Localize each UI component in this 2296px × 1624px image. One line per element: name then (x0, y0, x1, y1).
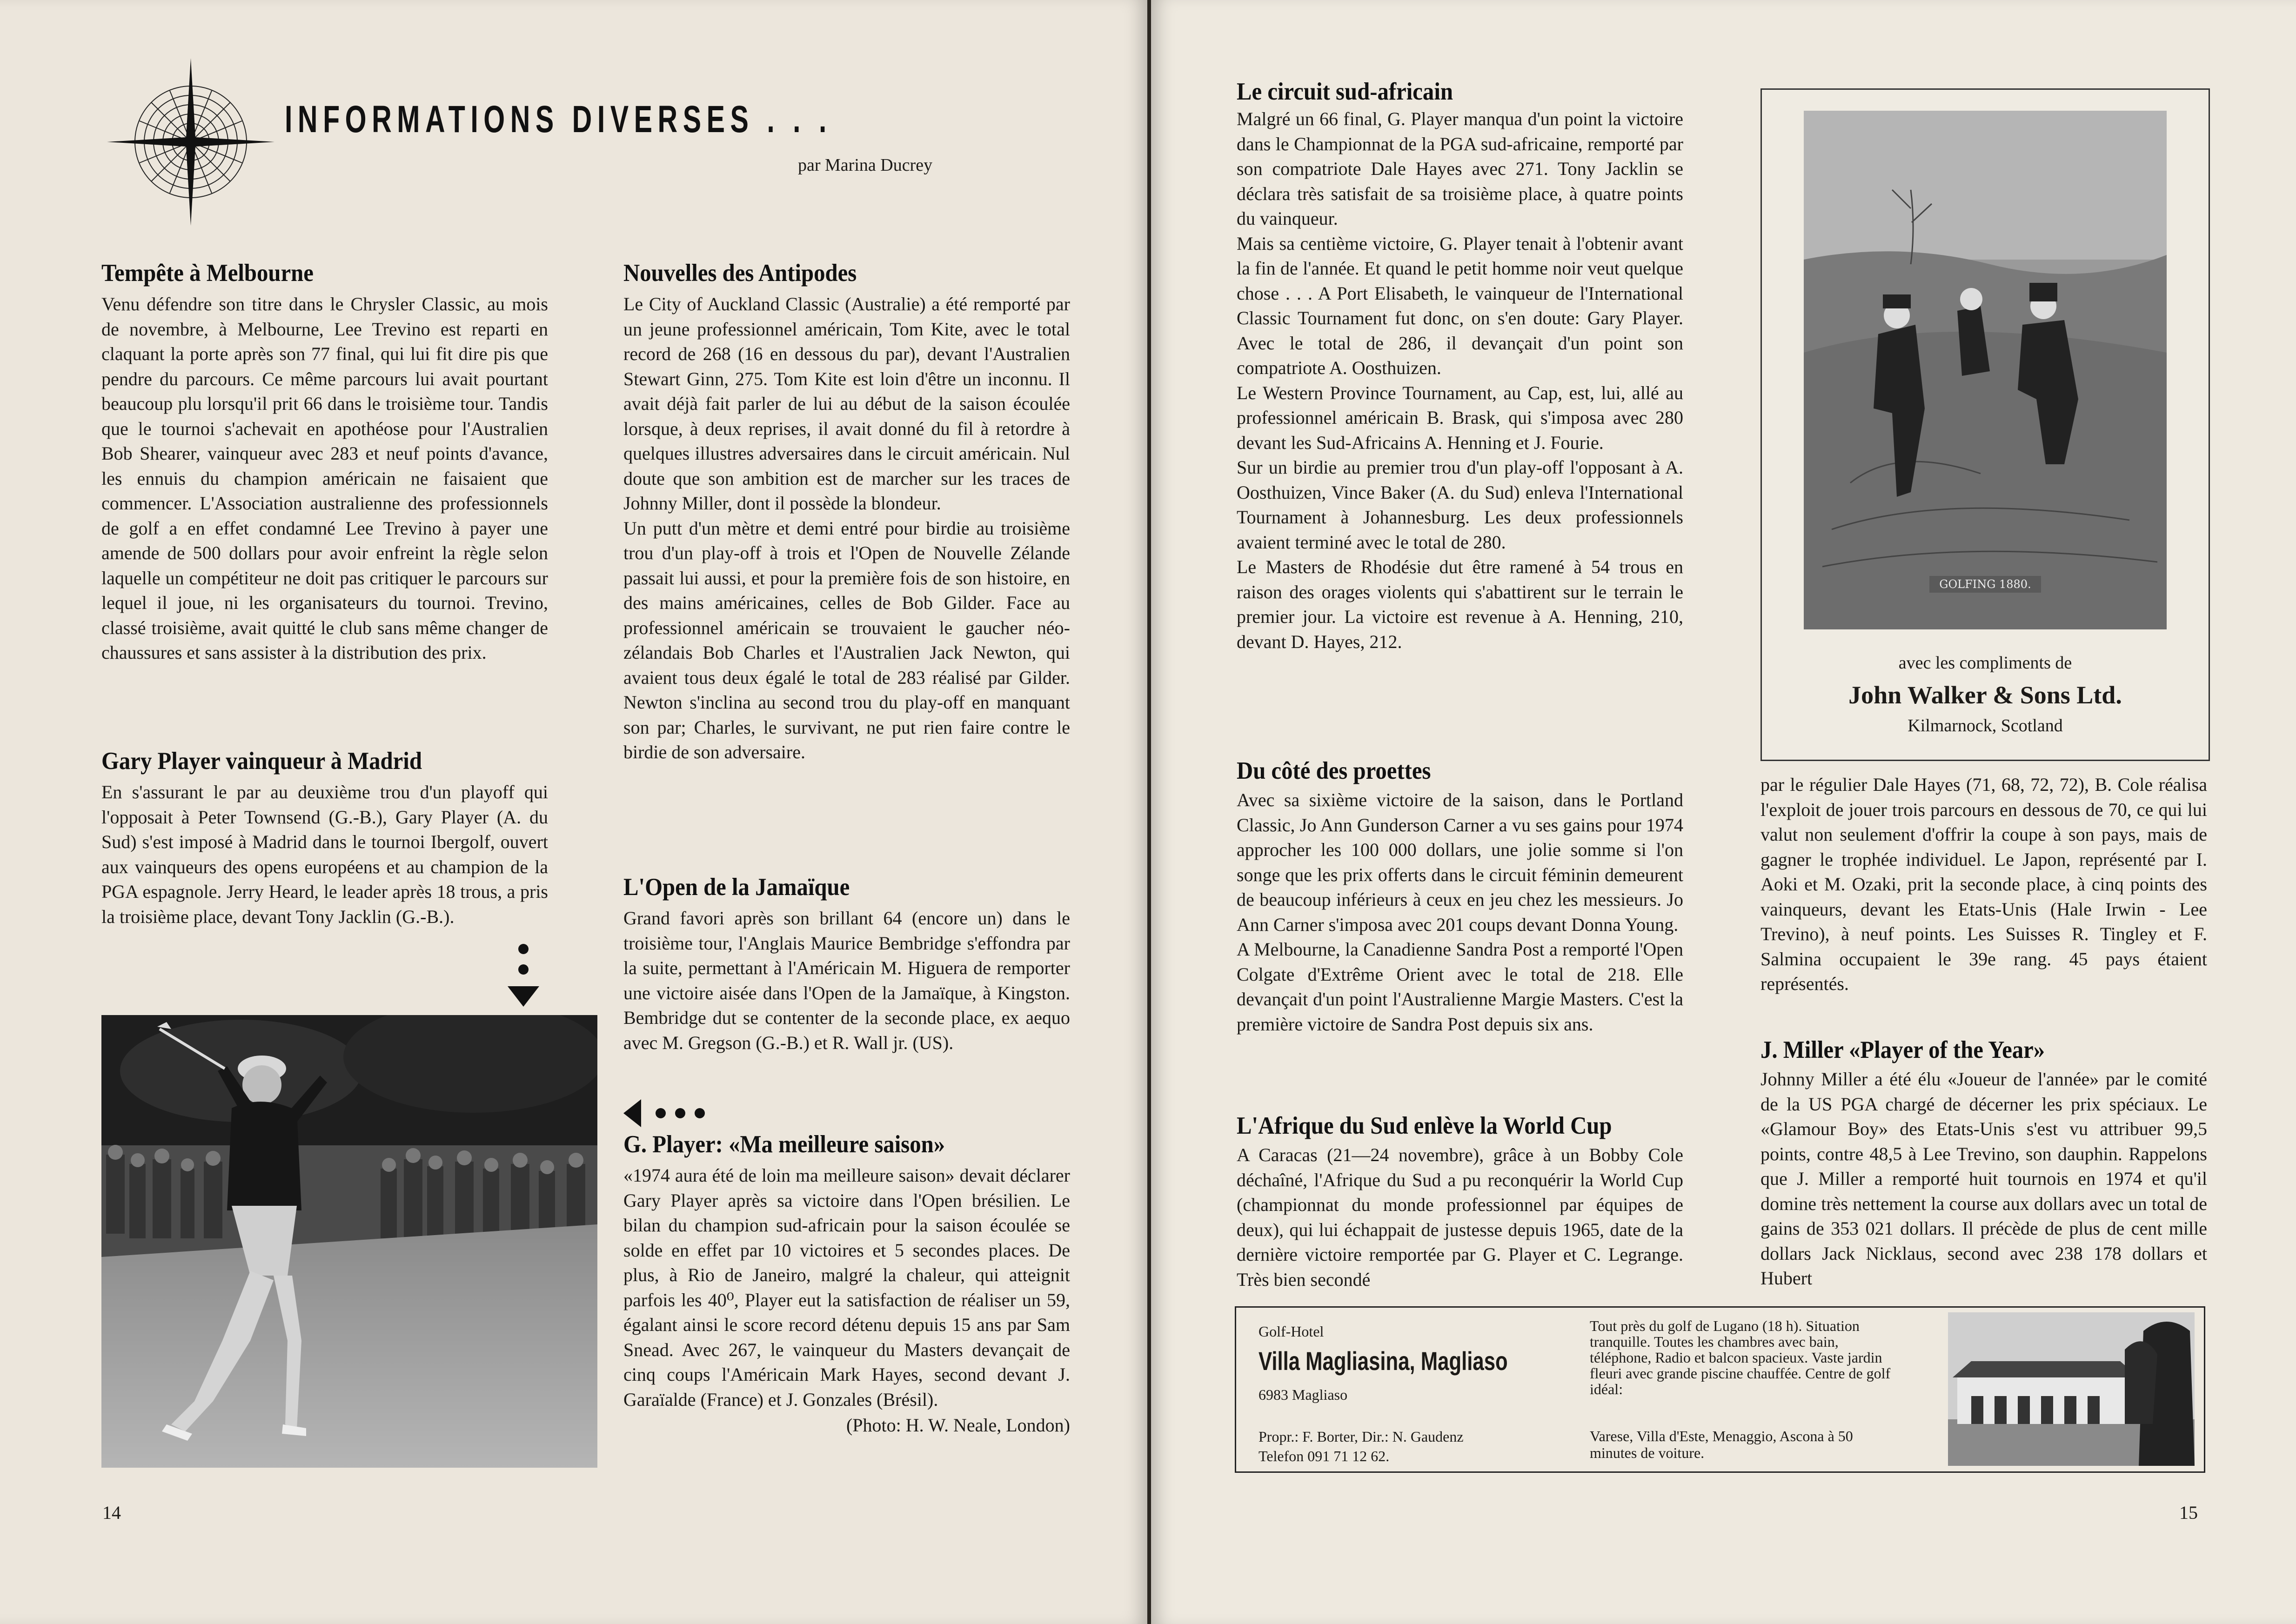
article-tempete-melbourne (101, 258, 548, 665)
hotel-photo (1948, 1312, 2195, 1466)
article-antipodes (623, 258, 1070, 765)
article-paragraph: Mais sa centième victoire, G. Player tenait à l'obtenir avant la fin de l'année. Et quand le petit homme noir veut quelque chose . . . A Port Elisabeth, le vainqueur de l'International Classic Tournament fut donc, on s'en doute: Gary Player. Avec le total de 286, il devançait d'un point son compatriote A. Oosthuizen. (1237, 233, 1683, 378)
article-open-jamaique (623, 872, 1070, 1055)
article-proettes (1237, 756, 1683, 1036)
hotel-description: Tout près du golf de Lugano (18 h). Situation tranquille. Toutes les chambres avec bain, téléphone, Radio et balcon spacieux. Vaste jardin fleuri avec grande piscine chauffée. Centre de golf idéal: (1590, 1317, 1891, 1397)
engraving-caption: GOLFING 1880. (1939, 578, 2031, 591)
article-miller-player-of-year (1760, 1035, 2207, 1291)
article-paragraph: Le Masters de Rhodésie dut être ramené à 54 trous en raison des orages violents qui s'abattirent sur le terrain le premier jour. La victoire est revenue à A. Henning, 210, devant D. Hayes, 212. (1237, 556, 1683, 652)
article-heading: Tempête à Melbourne (101, 260, 314, 287)
arrow-down-icon (505, 941, 542, 1010)
article-heading: J. Miller «Player of the Year» (1760, 1036, 2045, 1063)
golfer-photo (101, 1015, 597, 1468)
hotel-proprietors: Propr.: F. Borter, Dir.: N. Gaudenz (1258, 1428, 1464, 1445)
hotel-nearby: Varese, Villa d'Este, Menaggio, Ascona à 50 minutes de voiture. (1590, 1428, 1853, 1461)
article-paragraph: Malgré un 66 final, G. Player manqua d'un point la victoire dans le Championnat de la PGA sud-africaine, remporté par son compatriote Dale Hayes avec 271. Tony Jacklin se déclara très satisfait de sa troisième place, à quatre points du vainqueur. (1237, 108, 1683, 229)
sponsor-box (1760, 88, 2210, 761)
article-world-cup (1237, 1111, 1683, 1292)
article-heading: L'Open de la Jamaïque (623, 874, 850, 901)
article-paragraph: Le City of Auckland Classic (Australie) a été remporté par un jeune professionnel américain, Tom Kite, avec le total record de 268 (16 en dessous du par), devant l'Australien Stewart Ginn, 275. Tom Kite est loin d'être un inconnu. Il avait déjà fait parler de lui au début de la saison écoulée lorsque, à deux reprises, il avait donné du fil à retordre à quelques illustres adversaires dans le circuit américain. Nul doute que son ambition est de marcher sur les traces de Johnny Miller, dont il possède la blondeur. (623, 294, 1070, 514)
right-page (1151, 0, 2296, 1624)
article-heading: Le circuit sud-africain (1237, 78, 1453, 105)
article-player-madrid (101, 746, 548, 929)
sponsor-company: John Walker & Sons Ltd. (1848, 681, 2122, 709)
article-paragraph: A Melbourne, la Canadienne Sandra Post a remporté l'Open Colgate d'Extrême Orient avec le total de 218. Elle devançait d'un point l'Australienne Margie Masters. C'est la première victoire de Sandra Post depuis six ans. (1237, 939, 1683, 1035)
article-body: par le régulier Dale Hayes (71, 68, 72, 72), B. Cole réalisa l'exploit de jouer trois parcours en dessous de 70, ce qui lui valut non seulement d'offrir la coupe à son pays, mais de gagner le trophée individuel. Le Japon, représenté par I. Aoki et M. Ozaki, prit la seconde place, à cinq points des vainqueurs, devant les Etats-Unis (Hale Irwin - Lee Trevino), à neuf points. Les Suisses R. Tingley et F. Salmina occupaient le 39e rang. 45 pays étaient représentés. (1760, 774, 2207, 994)
left-page (0, 0, 1147, 1624)
article-body: Venu défendre son titre dans le Chrysler Classic, au mois de novembre, à Melbourne, Lee Trevino est reparti en claquant la porte après son 77 final, qui lui fit dire pis que pendre du parcours. Ce même parcours lui avait pourtant beaucoup plu lorsqu'il prit 66 dans le troisième tour. Tandis que le tournoi s'achevait en apothéose pour l'Australien Bob Shearer, vainqueur avec 283 et neuf points d'avance, les ennuis du champion américain ne faisaient que commencer. L'Association australienne des professionnels de golf a en effet condamné Lee Trevino à payer une amende de 500 dollars pour avoir enfreint la règle selon laquelle un compétiteur ne doit pas critiquer le parcours sur lequel il joue, ni les organisateurs du tournoi. Trevino, classé troisième, avait quitté le club sans même changer de chaussures et sans assister à la distribution des prix. (101, 294, 548, 663)
article-body: En s'assurant le par au deuxième trou d'un playoff qui l'opposait à Peter Townsend (G.-B.), Gary Player (A. du Sud) s'est imposé à Madrid dans le tournoi Ibergolf, ouvert aux vainqueurs des opens européens et au champion de la PGA espagnole. Jerry Heard, le leader après 18 trous, a pris la troisième place, devant Tony Jacklin (G.-B.). (101, 782, 548, 927)
hotel-label: Golf-Hotel (1258, 1323, 1324, 1340)
article-paragraph: Le Western Province Tournament, au Cap, est, lui, allé au professionnel américain B. Brask, qui s'imposa avec 280 devant les Sud-Africains A. Henning et J. Fourie. (1237, 382, 1683, 453)
article-body: A Caracas (21—24 novembre), grâce à un Bobby Cole déchaîné, l'Afrique du Sud a pu reconquérir la World Cup (championnat du monde professionnel par équipes de deux), qui lui échappait de justesse depuis 1965, date de la dernière victoire remportée par G. Player et C. Legrange. Très bien secondé (1237, 1144, 1683, 1290)
hotel-postcode: 6983 Magliaso (1258, 1386, 1348, 1403)
article-body: Johnny Miller a été élu «Joueur de l'année» par le comité de la US PGA chargé de décerner les prix spéciaux. Le «Glamour Boy» des Etats-Unis s'est vu attribuer 99,5 points, contre 48,5 à Lee Trevino, son dauphin. Rappelons que J. Miller a remporté huit tournois en 1974 et qu'il domine très nettement la course aux dollars avec un total de gains de 353 021 dollars. Il précède de plus de cent mille dollars Jack Nicklaus, second avec 238 178 dollars et Hubert (1760, 1069, 2207, 1289)
article-body: Grand favori après son brillant 64 (encore un) dans le troisième tour, l'Anglais Maurice Bembridge s'effondra par la suite, permettant à l'Américain M. Higuera de remporter une victoire aisée dans l'Open de la Jamaïque, à Kingston. Bembridge dut se contenter de la seconde place, ex aequo avec M. Gregson (G.-B.) et R. Wall jr. (US). (623, 908, 1070, 1053)
byline: par Marina Ducrey (798, 155, 933, 175)
article-heading: Gary Player vainqueur à Madrid (101, 748, 422, 775)
golf-engraving (1804, 111, 2167, 629)
hotel-ad (1235, 1306, 2205, 1473)
article-circuit-sud-africain (1237, 77, 1683, 654)
article-heading: L'Afrique du Sud enlève la World Cup (1237, 1112, 1612, 1139)
arrow-left-icon (623, 1097, 721, 1129)
article-body: «1974 aura été de loin ma meilleure saison» devait déclarer Gary Player après sa victoire dans l'Open brésilien. Le bilan du champion sud-africain pour la saison écoulée se solde en effet par 10 victoires et 5 secondes places. De plus, à Rio de Janeiro, malgré la chaleur, qui atteignit parfois les 40⁰, Player eut la satisfaction de réaliser un 59, égalant ainsi le score record détenu depuis 15 ans par Sam Snead. Avec 267, le vainqueur du Masters devançait de cinq coups l'Américain Mark Hayes, second devant J. Garaïalde (France) et J. Gonzales (Brésil). (623, 1165, 1070, 1410)
compliments-text: avec les compliments de (1898, 653, 2072, 673)
article-paragraph: Avec sa sixième victoire de la saison, dans le Portland Classic, Jo Ann Gunderson Carner a vu ses gains pour 1974 approcher les 100 000 dollars, une jolie somme si l'on songe que les prix offerts dans le circuit féminin demeurent de beaucoup inférieurs à ceux en jeu chez les messieurs. Jo Ann Carner s'imposa avec 201 coups devant Donna Young. (1237, 789, 1683, 935)
hotel-phone: Telefon 091 71 12 62. (1258, 1448, 1390, 1464)
article-player-saison (623, 1129, 1070, 1438)
article-heading: Nouvelles des Antipodes (623, 260, 857, 287)
article-heading: G. Player: «Ma meilleure saison» (623, 1131, 945, 1158)
article-world-cup-continued (1760, 772, 2207, 996)
compass-rose-icon (105, 56, 277, 228)
hotel-name: Villa Magliasina, Magliaso (1258, 1346, 1508, 1376)
article-paragraph: Un putt d'un mètre et demi entré pour birdie au troisième trou d'un play-off à trois et l'Open de Nouvelle Zélande passait lui aussi, et pour la première fois de son histoire, en des mains américaines, celles de Bob Gilder. Face au professionnel américain se trouvaient le gaucher néo-zélandais Bob Charles et l'Australien Jack Newton, qui avaient tous deux égalé le total de 283 réalisé par Gilder. Newton s'inclina au second trou du play-off en manquant son par; Charles, le survivant, ne put rien faire contre le birdie de son adversaire. (623, 517, 1070, 762)
article-heading: Du côté des proettes (1237, 757, 1431, 784)
sponsor-location: Kilmarnock, Scotland (1908, 716, 2063, 735)
photo-credit: (Photo: H. W. Neale, London) (846, 1415, 1070, 1436)
section-title: INFORMATIONS DIVERSES . . . (285, 98, 832, 140)
page-number: 14 (102, 1502, 121, 1523)
page-number: 15 (2179, 1502, 2198, 1523)
article-paragraph: Sur un birdie au premier trou d'un play-off l'opposant à A. Oosthuizen, Vince Baker (A. du Sud) enleva l'International Tournament à Johannesburg. Les deux professionnels avaient terminé avec le total de 280. (1237, 457, 1683, 553)
